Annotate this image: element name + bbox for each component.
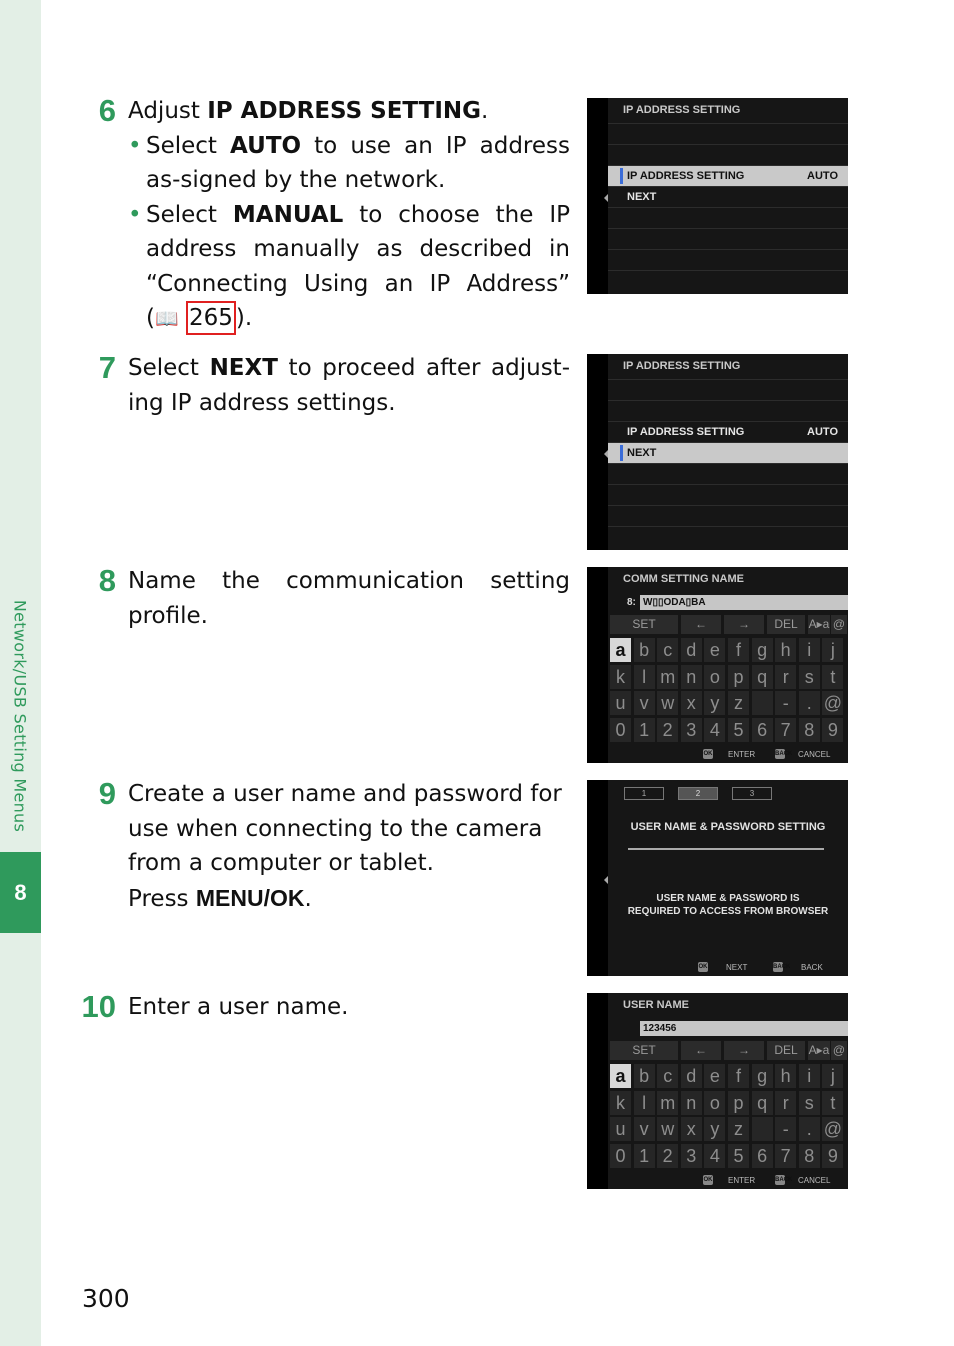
book-icon: 📖 [154,308,179,330]
keyboard-key[interactable]: h [775,1064,796,1088]
keyboard-key[interactable]: x [681,691,702,715]
keyboard-key[interactable]: m [657,665,678,689]
keyboard-key[interactable]: o [704,1091,725,1115]
keyboard-key[interactable]: - [775,1117,796,1141]
step-text: Enter a user name. [128,994,349,1020]
keyboard-key[interactable]: 8 [799,1144,820,1168]
back-button-icon: BACK [773,964,791,970]
ok-button-icon: OK [703,1177,713,1183]
keyboard-key[interactable]: 1 [634,1144,655,1168]
keyboard-key[interactable]: s [799,1091,820,1115]
keyboard-key[interactable]: n [681,665,702,689]
chapter-tab[interactable]: 8 [0,852,41,933]
keyboard-key[interactable]: a [610,638,631,662]
keyboard-key[interactable]: @ [823,693,843,713]
screen-title: USER NAME [623,999,690,1011]
delete-key[interactable]: DEL [767,615,805,634]
set-key[interactable]: SET [610,615,678,634]
step-number: 9 [98,776,116,811]
keyboard-key[interactable]: 4 [704,1144,725,1168]
keyboard-key[interactable]: v [634,691,655,715]
cursor-left-key[interactable]: ← [681,1041,721,1060]
progress-step-2: 2 [678,787,718,800]
step-number: 10 [81,989,116,1024]
keyboard-key[interactable]: a [610,1064,631,1088]
screen-ip-address-auto [587,98,848,294]
keyboard-key[interactable]: y [704,1117,725,1141]
keyboard-key[interactable]: u [610,1117,631,1141]
sidebar [0,0,41,1346]
user-name-input[interactable]: 123456 [640,1021,848,1036]
keyboard-key[interactable]: 5 [728,1144,749,1168]
delete-key[interactable]: DEL [767,1041,805,1060]
keyboard-key[interactable]: x [681,1117,702,1141]
keyboard-key[interactable]: h [775,638,796,662]
screen-ip-address-next [587,354,848,550]
symbol-key[interactable]: @ [831,1041,847,1060]
screen-footer: OK NEXT BACK BACK [698,963,823,972]
keyboard-key[interactable]: 5 [728,718,749,742]
screen-user-password-setting [587,780,848,976]
keyboard-key[interactable]: t [822,665,843,689]
keyboard-key[interactable]: l [634,1091,655,1115]
screen-footer: OK ENTER BACK CANCEL [703,1176,831,1185]
keyboard-key[interactable]: @ [823,1119,843,1139]
cursor-right-key[interactable]: → [724,615,764,634]
step-text: Select NEXT to proceed after adjust-ing IP address settings. [128,355,571,416]
keyboard-key[interactable]: c [657,638,678,662]
keyboard-key[interactable]: 4 [704,718,725,742]
keyboard-key[interactable]: z [728,691,749,715]
keyboard-key[interactable]: j [822,1064,843,1088]
keyboard-key[interactable]: k [610,1091,631,1115]
keyboard-key[interactable]: j [822,638,843,662]
keyboard-key[interactable]: c [657,1064,678,1088]
keyboard-key[interactable]: t [822,1091,843,1115]
keyboard-key[interactable]: 6 [752,718,773,742]
keyboard-key[interactable]: d [681,1064,702,1088]
bullet-icon: • [128,201,142,228]
keyboard-key[interactable]: p [728,1091,749,1115]
keyboard-key[interactable]: 0 [610,1144,631,1168]
step-text: Adjust IP ADDRESS SETTING. • Select AUTO to use an IP address as-signed by the network. • Select MANUAL to choose the IP address manually as described in “Connecting Using an IP Address” (📖 265 ). [128,94,570,337]
progress-step-3: 3 [732,787,772,800]
keyboard-key[interactable]: 9 [822,1144,843,1168]
keyboard-key[interactable]: r [775,665,796,689]
keyboard-key[interactable]: e [704,1064,725,1088]
keyboard-key[interactable]: y [704,691,725,715]
case-key[interactable]: A▸a [808,1041,830,1060]
keyboard-key[interactable]: 0 [610,718,631,742]
menu-row-next[interactable]: NEXT [608,442,848,463]
screen-title: USER NAME & PASSWORD SETTING [630,821,826,833]
keyboard-key[interactable]: f [728,638,749,662]
keyboard-key[interactable]: 9 [822,718,843,742]
step-number: 6 [98,93,116,128]
keyboard-key[interactable]: w [657,1117,678,1141]
keyboard-key[interactable]: m [657,1091,678,1115]
keyboard-key[interactable]: 7 [775,718,796,742]
step-number: 7 [98,350,116,385]
keyboard-key[interactable]: f [728,1064,749,1088]
info-message: USER NAME & PASSWORD IS REQUIRED TO ACCESS FROM BROWSER [627,893,829,917]
keyboard-key[interactable]: k [610,665,631,689]
screen-title: IP ADDRESS SETTING [623,360,741,372]
menu-row-next[interactable]: NEXT [608,186,848,207]
step-text: Create a user name and password for use when connecting to the camera from a computer or tablet. Press MENU/OK. [128,781,562,912]
screen-footer: OK ENTER BACK CANCEL [703,750,831,759]
cursor-right-key[interactable]: → [724,1041,764,1060]
bullet-icon: • [128,132,142,159]
keyboard-key[interactable] [752,691,773,715]
ok-button-icon: OK [698,964,708,970]
bullet-auto: • Select AUTO to use an IP address as-signed by the network. [128,129,570,198]
keyboard-key[interactable]: o [704,665,725,689]
symbol-key[interactable]: @ [831,615,847,634]
back-button-icon: BACK [775,1177,793,1183]
keyboard-key[interactable]: 2 [657,1144,678,1168]
keyboard-key[interactable]: g [752,638,773,662]
keyboard-key[interactable]: b [634,1064,655,1088]
keyboard-key[interactable]: w [657,691,678,715]
step-number: 8 [98,563,116,598]
keyboard-key[interactable]: v [634,1117,655,1141]
keyboard-key[interactable]: 8 [799,718,820,742]
keyboard-key[interactable]: s [799,665,820,689]
keyboard-key[interactable]: 6 [752,1144,773,1168]
screen-user-name [587,993,848,1189]
keyboard-key[interactable]: . [799,691,820,715]
keyboard-key[interactable]: i [799,1064,820,1088]
keyboard-key[interactable]: 2 [657,718,678,742]
set-key[interactable]: SET [610,1041,678,1060]
keyboard-key[interactable]: l [634,665,655,689]
back-button-icon: BACK [775,751,793,757]
divider [628,848,824,850]
keyboard-key[interactable]: i [799,638,820,662]
page-reference-link[interactable]: 265 [186,301,236,335]
keyboard-key[interactable]: - [775,691,796,715]
cursor-left-key[interactable]: ← [681,615,721,634]
step-text: Name the communication setting profile. [128,568,570,629]
menu-ok-key: MENU/OK [195,884,305,911]
screen-title: IP ADDRESS SETTING [623,104,741,116]
keyboard-key[interactable]: 3 [681,718,702,742]
screen-title: COMM SETTING NAME [623,573,744,585]
keyboard-key[interactable]: e [704,638,725,662]
keyboard-key[interactable]: n [681,1091,702,1115]
keyboard-key[interactable]: 3 [681,1144,702,1168]
bullet-manual: • Select MANUAL to choose the IP address manually as described in “Connecting Using an IP Address” (📖 265 ). [128,198,570,337]
keyboard-key[interactable]: r [775,1091,796,1115]
keyboard-key[interactable]: q [752,665,773,689]
keyboard-key[interactable]: 7 [775,1144,796,1168]
case-key[interactable]: A▸a [808,615,830,634]
keyboard-key[interactable]: . [799,1117,820,1141]
keyboard-key[interactable]: z [728,1117,749,1141]
name-input[interactable]: W▯▯ODA▯BA [640,595,848,610]
keyboard-key[interactable]: q [752,1091,773,1115]
keyboard-key[interactable]: d [681,638,702,662]
section-label: Network/USB Setting Menus [10,599,30,833]
keyboard-key[interactable]: p [728,665,749,689]
keyboard-key[interactable]: b [634,638,655,662]
menu-row-ip-address-setting[interactable]: IP ADDRESS SETTING AUTO [608,165,848,186]
keyboard-key[interactable]: u [610,691,631,715]
progress-step-1: 1 [624,787,664,800]
page-number: 300 [82,1284,130,1313]
keyboard-key[interactable]: g [752,1064,773,1088]
screen-comm-setting-name: COMM SETTING NAME 8: W▯▯ODA▯BA SET ← → DEL A▸a @ a b c d e f g h i j k l m n o p q r s t u v w x y z - . @ 0 1 2 3 4 5 6 7 8 9 OK ENTER BACK CANCEL [587,567,848,763]
keyboard-key[interactable]: 1 [634,718,655,742]
keyboard-key[interactable] [752,1117,773,1141]
ok-button-icon: OK [703,751,713,757]
menu-row-ip-address-setting[interactable]: IP ADDRESS SETTING AUTO [608,421,848,442]
